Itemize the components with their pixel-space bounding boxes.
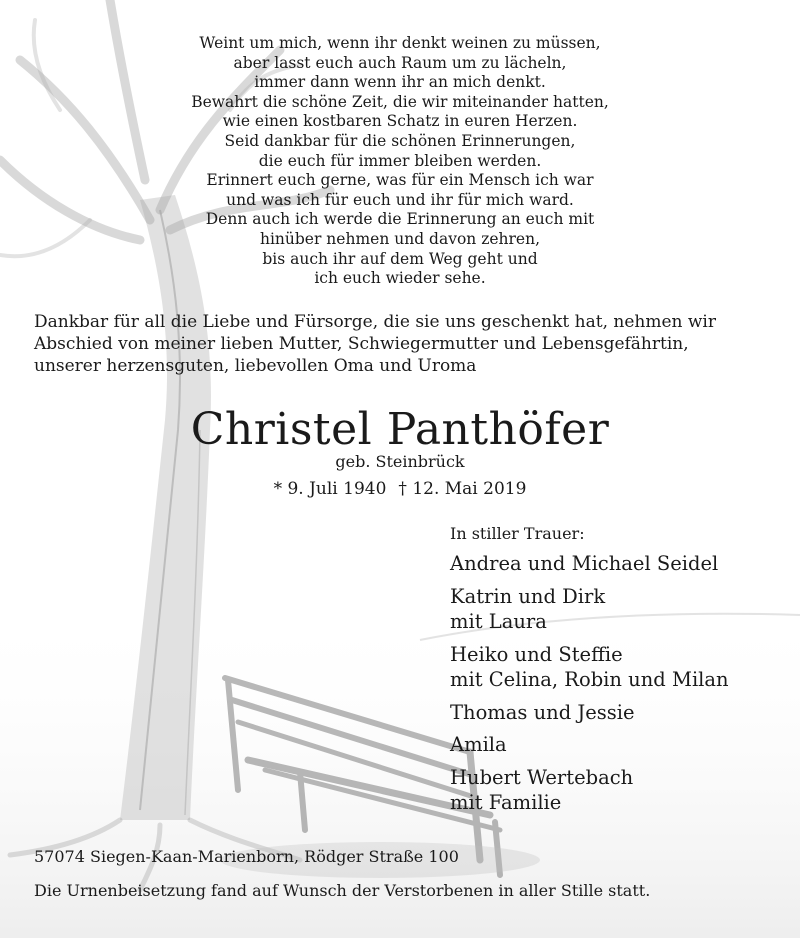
mourner-line: mit Celina, Robin und Milan	[450, 668, 729, 691]
deceased-name: Christel Panthöfer	[190, 404, 610, 455]
poem	[0, 34, 800, 289]
birth-name: geb. Steinbrück	[335, 452, 465, 471]
mourner-group	[450, 700, 795, 726]
poem-line: Weint um mich, wenn ihr denkt weinen zu müssen,	[199, 34, 601, 52]
poem-line: die euch für immer bleiben werden.	[258, 151, 542, 170]
life-dates	[0, 478, 800, 500]
address: 57074 Siegen-Kaan-Marienborn, Rödger Straße 100	[34, 847, 459, 866]
mourner-line: Hubert Wertebach	[450, 765, 634, 789]
poem-line: ich euch wieder sehe.	[314, 269, 486, 288]
mourner-line: Thomas und Jessie	[450, 700, 635, 724]
mourner-group	[450, 732, 795, 758]
poem-line: und was ich für euch und ihr für mich ward.	[226, 190, 574, 209]
intro-line: Dankbar für all die Liebe und Fürsorge, die sie uns geschenkt hat, nehmen wir	[34, 312, 717, 332]
mourner-line: mit Familie	[450, 791, 562, 814]
poem-line: wie einen kostbaren Schatz in euren Herzen.	[222, 112, 578, 131]
intro-line: Abschied von meiner lieben Mutter, Schwiegermutter und Lebensgefährtin,	[34, 334, 689, 354]
mourner-line: Katrin und Dirk	[450, 584, 606, 608]
poem-line: hinüber nehmen und davon zehren,	[259, 229, 541, 248]
mourner-group	[450, 551, 795, 577]
mourner-line: mit Laura	[450, 610, 547, 633]
mourner-line: Andrea und Michael Seidel	[450, 552, 719, 575]
mourner-line: Amila	[450, 733, 507, 756]
death-date: † 12. Mai 2019	[398, 479, 527, 499]
poem-line: Denn auch ich werde die Erinnerung an euch mit	[205, 210, 595, 229]
poem-line: immer dann wenn ihr an mich denkt.	[254, 73, 546, 92]
mourner-group	[450, 584, 795, 635]
intro-text	[34, 311, 784, 377]
intro-line: unserer herzensguten, liebevollen Oma und Uroma	[34, 356, 477, 376]
mourner-group	[450, 642, 795, 693]
birth-date: * 9. Juli 1940	[273, 479, 387, 499]
mourner-line: Heiko und Steffie	[450, 642, 623, 666]
burial-notice: Die Urnenbeisetzung fand auf Wunsch der Verstorbenen in aller Stille statt.	[34, 881, 651, 900]
mourner-group	[450, 765, 795, 816]
poem-line: bis auch ihr auf dem Weg geht und	[262, 249, 538, 268]
mourners-lead: In stiller Trauer:	[450, 524, 585, 543]
poem-line: Seid dankbar für die schönen Erinnerungen,	[224, 131, 576, 150]
poem-line: aber lasst euch auch Raum um zu lächeln,	[233, 53, 567, 72]
poem-line: Erinnert euch gerne, was für ein Mensch ich war	[206, 171, 594, 190]
mourners-list	[450, 523, 795, 823]
poem-line: Bewahrt die schöne Zeit, die wir miteinander hatten,	[191, 92, 609, 111]
